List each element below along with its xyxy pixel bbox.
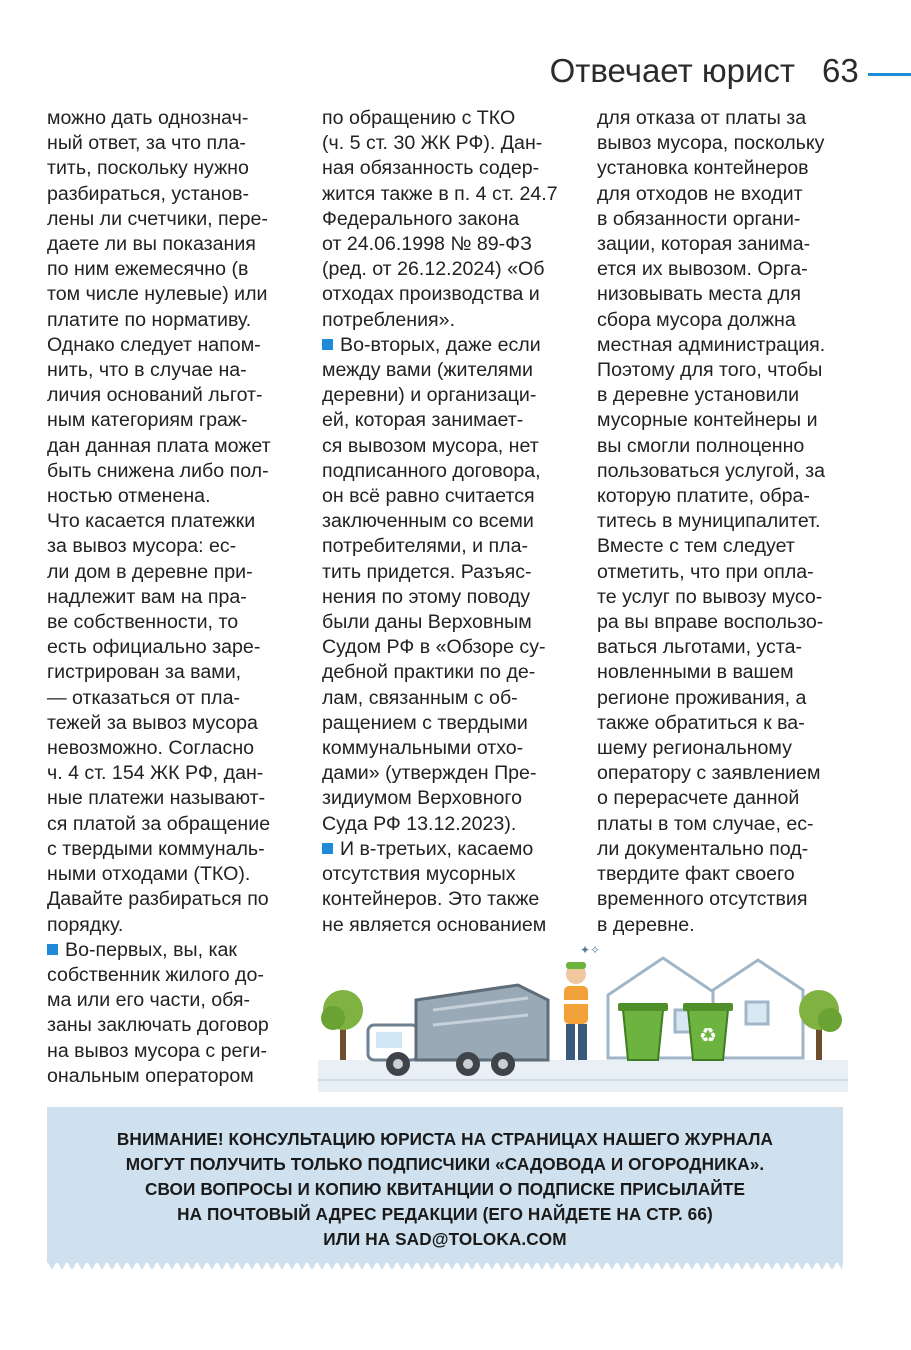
line-text: ваться льготами, уста- xyxy=(597,636,803,659)
text-line xyxy=(47,156,297,181)
text-line xyxy=(47,333,297,358)
line-text: Суда РФ 13.12.2023). xyxy=(322,812,517,835)
text-line xyxy=(597,509,845,534)
text-line xyxy=(47,887,297,912)
garbage-collection-illustration xyxy=(318,940,848,1092)
text-line xyxy=(322,534,570,559)
line-text: разбираться, установ- xyxy=(47,182,250,205)
line-text: Поэтому для того, чтобы xyxy=(597,359,823,382)
line-text: Давайте разбираться по xyxy=(47,888,269,911)
line-text: ными отходами (ТКО). xyxy=(47,863,251,886)
line-text: от 24.06.1998 № 89-ФЗ xyxy=(322,233,532,256)
text-line xyxy=(47,736,297,761)
text-line xyxy=(47,711,297,736)
text-line xyxy=(47,812,297,837)
text-line xyxy=(322,610,570,635)
line-text: новленными в вашем xyxy=(597,661,794,684)
text-line xyxy=(47,988,297,1013)
text-line xyxy=(47,308,297,333)
line-text: И в-третьих, касаемо xyxy=(340,837,534,860)
text-line xyxy=(47,408,297,433)
line-text: дами» (утвержден Пре- xyxy=(322,762,537,785)
line-text: не является основанием xyxy=(322,913,547,936)
line-text: собственник жилого до- xyxy=(47,963,264,986)
text-line xyxy=(597,711,845,736)
text-line xyxy=(47,1064,297,1089)
line-text: были даны Верховным xyxy=(322,611,532,634)
article-column-1 xyxy=(47,106,297,1089)
text-line xyxy=(322,383,570,408)
text-line xyxy=(47,635,297,660)
line-text: Однако следует напом- xyxy=(47,333,261,356)
text-line xyxy=(47,459,297,484)
line-text: контейнеров. Это также xyxy=(322,888,540,911)
text-line xyxy=(322,660,570,685)
notice-line: ВНИМАНИЕ! КОНСУЛЬТАЦИЮ ЮРИСТА НА СТРАНИЦАХ НАШЕГО ЖУРНАЛА xyxy=(116,1129,774,1149)
text-line xyxy=(597,585,845,610)
line-text: тить придется. Разъяс- xyxy=(322,560,532,583)
line-text: ным категориям граж- xyxy=(47,409,248,432)
text-line xyxy=(597,812,845,837)
header-rule xyxy=(868,73,911,76)
text-line xyxy=(47,131,297,156)
text-line xyxy=(597,207,845,232)
line-text: те услуг по вывозу мусо- xyxy=(597,585,823,608)
line-text: Вместе с тем следует xyxy=(597,535,795,558)
line-text: ч. 4 ст. 154 ЖК РФ, дан- xyxy=(47,762,264,785)
line-text: Судом РФ в «Обзоре су- xyxy=(322,636,546,659)
text-line xyxy=(597,383,845,408)
text-line xyxy=(47,358,297,383)
text-line xyxy=(47,1013,297,1038)
line-text: по обращению с ТКО xyxy=(322,107,516,129)
line-text: вы смогли полноценно xyxy=(597,434,805,457)
text-line xyxy=(47,434,297,459)
text-line xyxy=(322,207,570,232)
text-line xyxy=(47,913,297,938)
text-line xyxy=(597,308,845,333)
text-line xyxy=(597,686,845,711)
text-line xyxy=(322,182,570,207)
line-text: между вами (жителями xyxy=(322,359,533,382)
notice-line: СВОИ ВОПРОСЫ И КОПИЮ КВИТАНЦИИ О ПОДПИСКЕ ПРИСЫЛАЙТЕ xyxy=(144,1179,746,1199)
text-line xyxy=(322,761,570,786)
line-text: ращением с твердыми xyxy=(322,711,528,734)
text-line xyxy=(597,913,845,938)
text-line xyxy=(322,106,570,131)
line-text: зации, которая занима- xyxy=(597,233,811,256)
text-line xyxy=(597,484,845,509)
text-line xyxy=(47,938,297,963)
line-text: платы в том случае, ес- xyxy=(597,812,814,835)
line-text: ся вывозом мусора, нет xyxy=(322,434,539,457)
line-text: ные платежи называют- xyxy=(47,787,266,810)
line-text: твердите факт своего xyxy=(597,863,795,886)
text-line xyxy=(47,862,297,887)
line-text: (ред. от 26.12.2024) «Об xyxy=(322,258,545,281)
text-line xyxy=(322,585,570,610)
text-line xyxy=(322,786,570,811)
article-column-3 xyxy=(597,106,845,938)
page-number: 63 xyxy=(822,52,859,89)
line-text: дан данная плата может xyxy=(47,434,271,457)
text-line xyxy=(597,106,845,131)
notice-email-line: ИЛИ НА SAD@TOLOKA.COM xyxy=(323,1229,567,1249)
line-text: низовывать места для xyxy=(597,283,801,306)
line-text: дебной практики по де- xyxy=(322,661,536,684)
line-text: лам, связанным с об- xyxy=(322,686,518,709)
text-line xyxy=(47,106,297,131)
line-text: вывоз мусора, поскольку xyxy=(597,132,825,155)
text-line xyxy=(47,182,297,207)
line-text: ся платой за обращение xyxy=(47,812,271,835)
line-text: о перерасчете данной xyxy=(597,787,800,810)
text-line xyxy=(322,686,570,711)
notice-zigzag-edge xyxy=(47,1261,843,1271)
subscriber-notice xyxy=(47,1107,843,1263)
text-line xyxy=(597,156,845,181)
line-text: он всё равно считается xyxy=(322,485,535,508)
line-text: ма или его части, обя- xyxy=(47,989,251,1012)
text-line xyxy=(322,913,570,938)
text-line xyxy=(47,534,297,559)
line-text: временного отсутствия xyxy=(597,888,808,911)
text-line xyxy=(322,812,570,837)
line-text: отметить, что при опла- xyxy=(597,560,814,583)
line-text: заны заключать договор xyxy=(47,1014,269,1037)
line-text: заключенным со всеми xyxy=(322,510,534,533)
line-text: шему региональному xyxy=(597,737,792,760)
line-text: том числе нулевые) или xyxy=(47,283,268,306)
line-text: ная обязанность содер- xyxy=(322,157,540,180)
text-line xyxy=(322,509,570,534)
text-line xyxy=(322,862,570,887)
line-text: сбора мусора должна xyxy=(597,308,796,331)
line-text: личия оснований льгот- xyxy=(47,384,263,407)
text-line xyxy=(47,837,297,862)
text-line xyxy=(597,736,845,761)
line-text: быть снижена либо пол- xyxy=(47,459,269,482)
text-line xyxy=(47,660,297,685)
article-column-2 xyxy=(322,106,570,938)
text-line xyxy=(597,257,845,282)
line-text: с твердыми коммуналь- xyxy=(47,837,265,860)
line-text: в деревне установили xyxy=(597,384,800,407)
line-text: платите по нормативу. xyxy=(47,308,252,331)
line-text: Что касается платежки xyxy=(47,510,256,533)
line-text: для отходов не входит xyxy=(597,182,803,205)
line-text: также обратиться к ва- xyxy=(597,711,805,734)
text-line xyxy=(322,333,570,358)
text-line xyxy=(322,156,570,181)
line-text: по ним ежемесячно (в xyxy=(47,258,249,281)
svg-text:♻: ♻ xyxy=(699,1023,717,1047)
line-text: ве собственности, то xyxy=(47,611,239,634)
line-text: гистрирован за вами, xyxy=(47,661,242,684)
text-line xyxy=(47,282,297,307)
text-line xyxy=(597,786,845,811)
line-text: — отказаться от пла- xyxy=(47,686,240,709)
line-text: ональным оператором xyxy=(47,1064,254,1087)
text-line xyxy=(322,131,570,156)
line-text: даете ли вы показания xyxy=(47,233,256,256)
text-line xyxy=(597,131,845,156)
line-text: оператору с заявлением xyxy=(597,762,821,785)
line-text: отсутствия мусорных xyxy=(322,863,516,886)
text-line xyxy=(597,408,845,433)
notice-line: МОГУТ ПОЛУЧИТЬ ТОЛЬКО ПОДПИСЧИКИ «САДОВОДА И ОГОРОДНИКА». xyxy=(125,1154,765,1174)
text-line xyxy=(597,837,845,862)
svg-text:✦✧: ✦✧ xyxy=(580,943,601,957)
bullet-marker xyxy=(322,843,333,854)
text-line xyxy=(597,887,845,912)
text-line xyxy=(597,434,845,459)
line-text: ра вы вправе воспользо- xyxy=(597,611,824,634)
section-title: Отвечает юрист xyxy=(549,52,795,89)
line-text: потребления». xyxy=(322,308,456,331)
text-line xyxy=(597,534,845,559)
line-text: титесь в муниципалитет. xyxy=(597,510,821,533)
line-text: зидиумом Верховного xyxy=(322,787,523,810)
text-line xyxy=(597,610,845,635)
text-line xyxy=(322,484,570,509)
text-line xyxy=(597,635,845,660)
text-line xyxy=(322,635,570,660)
text-line xyxy=(322,887,570,912)
text-line xyxy=(597,660,845,685)
line-text: Федерального закона xyxy=(322,207,520,230)
text-line xyxy=(322,434,570,459)
text-line xyxy=(597,358,845,383)
line-text: пользоваться услугой, за xyxy=(597,459,825,482)
text-line xyxy=(597,333,845,358)
text-line xyxy=(597,761,845,786)
line-text: нения по этому поводу xyxy=(322,585,531,608)
line-text: порядку. xyxy=(47,913,124,936)
text-line xyxy=(47,1039,297,1064)
text-line xyxy=(322,711,570,736)
line-text: местная администрация. xyxy=(597,333,826,356)
line-text: ли дом в деревне при- xyxy=(47,560,253,583)
text-line xyxy=(322,408,570,433)
text-line xyxy=(322,358,570,383)
text-line xyxy=(322,736,570,761)
line-text: за вывоз мусора: ес- xyxy=(47,535,237,558)
text-line xyxy=(47,686,297,711)
line-text: нить, что в случае на- xyxy=(47,359,247,382)
text-line xyxy=(47,207,297,232)
line-text: в обязанности органи- xyxy=(597,207,801,230)
text-line xyxy=(47,484,297,509)
line-text: подписанного договора, xyxy=(322,459,541,482)
line-text: невозможно. Согласно xyxy=(47,737,255,760)
line-text: Во-вторых, даже если xyxy=(340,333,541,356)
text-line xyxy=(322,459,570,484)
text-line xyxy=(322,560,570,585)
line-text: можно дать однознач- xyxy=(47,107,249,129)
line-text: жится также в п. 4 ст. 24.7 xyxy=(322,182,558,205)
line-text: мусорные контейнеры и xyxy=(597,409,818,432)
line-text: надлежит вам на пра- xyxy=(47,585,247,608)
text-line xyxy=(47,257,297,282)
text-line xyxy=(47,232,297,257)
line-text: (ч. 5 ст. 30 ЖК РФ). Дан- xyxy=(322,132,543,155)
page-header xyxy=(0,48,911,98)
line-text: регионе проживания, а xyxy=(597,686,807,709)
line-text: тить, поскольку нужно xyxy=(47,157,249,180)
bullet-marker xyxy=(47,944,58,955)
line-text: для отказа от платы за xyxy=(597,107,807,129)
text-line xyxy=(322,232,570,257)
text-line xyxy=(322,257,570,282)
text-line xyxy=(597,232,845,257)
text-line xyxy=(47,383,297,408)
line-text: ется их вывозом. Орга- xyxy=(597,258,808,281)
text-line xyxy=(47,761,297,786)
line-text: есть официально заре- xyxy=(47,636,261,659)
text-line xyxy=(47,786,297,811)
line-text: ный ответ, за что пла- xyxy=(47,132,246,155)
line-text: ли документально под- xyxy=(597,837,809,860)
text-line xyxy=(322,837,570,862)
line-text: Во-первых, вы, как xyxy=(65,938,237,961)
line-text: лены ли счетчики, пере- xyxy=(47,207,268,230)
text-line xyxy=(47,610,297,635)
text-line xyxy=(47,963,297,988)
line-text: на вывоз мусора с реги- xyxy=(47,1039,268,1062)
text-line xyxy=(47,560,297,585)
line-text: которую платите, обра- xyxy=(597,485,810,508)
text-line xyxy=(597,862,845,887)
line-text: коммунальными отхо- xyxy=(322,737,524,760)
text-line xyxy=(597,282,845,307)
text-line xyxy=(597,182,845,207)
bullet-marker xyxy=(322,339,333,350)
line-text: в деревне. xyxy=(597,913,695,936)
text-line xyxy=(47,585,297,610)
worker-icon xyxy=(564,962,588,1060)
notice-line: НА ПОЧТОВЫЙ АДРЕС РЕДАКЦИИ (ЕГО НАЙДЕТЕ НА СТР. 66) xyxy=(177,1204,713,1224)
line-text: тежей за вывоз мусора xyxy=(47,711,258,734)
line-text: отходах производства и xyxy=(322,283,540,306)
line-text: установка контейнеров xyxy=(597,157,809,180)
line-text: ностью отменена. xyxy=(47,485,211,508)
text-line xyxy=(47,509,297,534)
text-line xyxy=(322,308,570,333)
line-text: потребителями, и пла- xyxy=(322,535,528,558)
text-line xyxy=(597,560,845,585)
line-text: деревни) и организаци- xyxy=(322,384,537,407)
text-line xyxy=(322,282,570,307)
text-line xyxy=(597,459,845,484)
line-text: ей, которая занимает- xyxy=(322,409,524,432)
